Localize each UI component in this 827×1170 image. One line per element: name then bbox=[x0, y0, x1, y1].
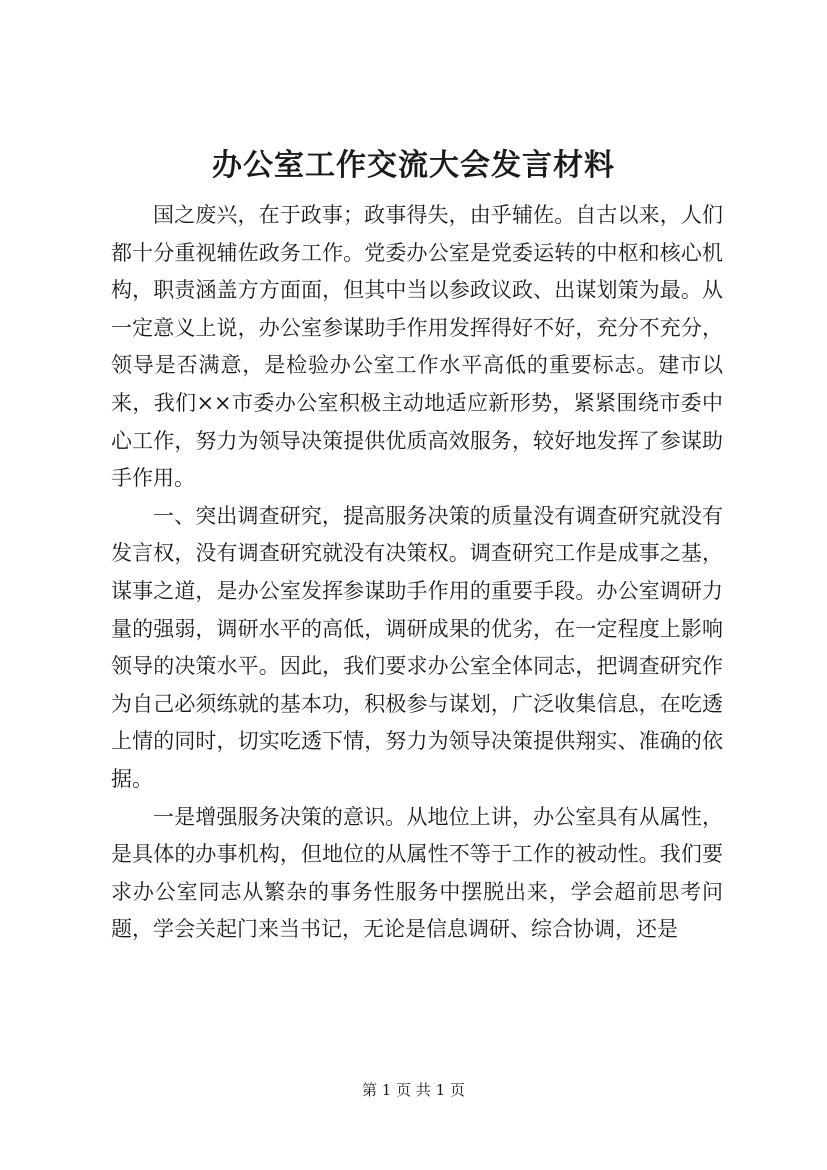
document-body bbox=[111, 197, 723, 949]
paragraph-section-one: 一、突出调查研究，提高服务决策的质量没有调查研究就没有发言权，没有调查研究就没有决策权。调查研究工作是成事之基，谋事之道，是办公室发挥参谋助手作用的重要手段。办公室调研力量的强弱，调研水平的高低，调研成果的优劣，在一定程度上影响领导的决策水平。因此，我们要求办公室全体同志，把调查研究作为自己必须练就的基本功，积极参与谋划，广泛收集信息，在吃透上情的同时，切实吃透下情，努力为领导决策提供翔实、准确的依据。 bbox=[111, 503, 723, 791]
paragraph-point-one: 一是增强服务决策的意识。从地位上讲，办公室具有从属性，是具体的办事机构，但地位的从属性不等于工作的被动性。我们要求办公室同志从繁杂的事务性服务中摆脱出来，学会超前思考问题，学会关起门来当书记，无论是信息调研、综合协调，还是 bbox=[111, 804, 723, 942]
document-title: 办公室工作交流大会发言材料 bbox=[212, 148, 615, 183]
page-number-footer: 第 1 页 共 1 页 bbox=[362, 1081, 465, 1099]
paragraph-intro: 国之废兴，在于政事；政事得失，由乎辅佐。自古以来，人们都十分重视辅佐政务工作。党委办公室是党委运转的中枢和核心机构，职责涵盖方方面面，但其中当以参政议政、出谋划策为最。从一定意义上说，办公室参谋助手作用发挥得好不好，充分不充分，领导是否满意，是检验办公室工作水平高低的重要标志。建市以来，我们××市委办公室积极主动地适应新形势，紧紧围绕市委中心工作，努力为领导决策提供优质高效服务，较好地发挥了参谋助手作用。 bbox=[111, 203, 723, 491]
